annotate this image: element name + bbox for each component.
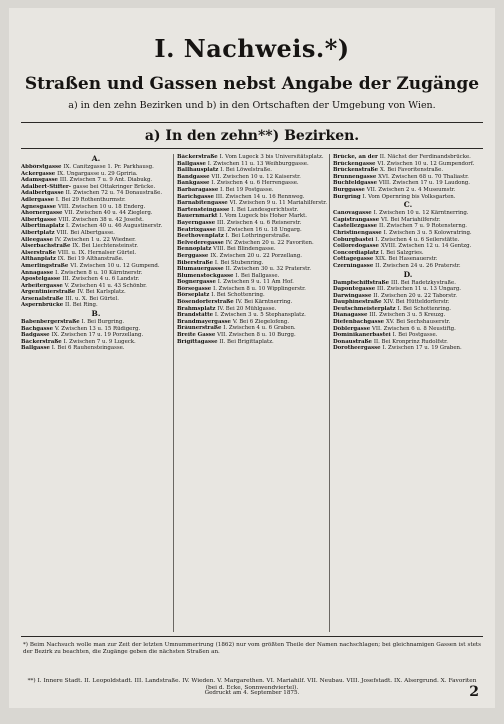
street-entry — [177, 200, 327, 207]
street-name: Adalbertgasse — [21, 190, 66, 197]
street-access: IX. Ungargasse u. 29 Gpriria. — [57, 170, 138, 177]
street-access: X. Bei Favoritenstraße. — [379, 167, 444, 174]
street-entry — [21, 256, 171, 263]
street-access: I. Vom Opernring bis Volksgarten. — [362, 193, 456, 200]
page-subtitle: Straßen und Gassen nebst Angabe der Zugänge — [24, 74, 480, 94]
street-name: Beethovenplatz — [177, 233, 226, 240]
street-access: gasse bei Ottakringer Brücke. — [72, 183, 156, 190]
street-name: Beatrixgasse — [177, 226, 218, 233]
street-entry — [333, 187, 483, 194]
street-name: Darwingasse — [333, 292, 374, 299]
street-access: I. Bei 19 Postgasse. — [220, 186, 274, 193]
street-name: Brückengasse — [333, 160, 378, 167]
street-entry — [21, 319, 171, 326]
street-access: VIII. Zwischen 10 u. 18 Enderg. — [57, 203, 146, 210]
street-access: VIII. Zwischen 17 u. 19 Laudong. — [378, 180, 470, 187]
street-name: Blumauergasse — [177, 266, 226, 273]
street-entry — [333, 210, 483, 217]
street-entry — [177, 260, 327, 267]
street-access: I. Vom Lugeck 3 bis Universitätsplatz. — [219, 154, 324, 160]
street-name: Brunnengasse — [333, 173, 379, 180]
street-entry — [177, 207, 327, 214]
letter-heading: B. — [91, 309, 101, 319]
section-heading: a) In den zehn**) Bezirken. — [144, 128, 360, 144]
street-entry — [177, 266, 327, 273]
street-name: Börsegasse — [177, 285, 214, 292]
street-name: Ballhausplatz — [177, 167, 221, 174]
street-access: II. Zwischen 72 u. 74 Donaustraße. — [65, 190, 163, 197]
street-name: Blumenstockgasse — [177, 272, 236, 279]
street-access: I. Vom Lugeck bis Hoher Markt. — [219, 213, 308, 220]
street-entry — [333, 319, 483, 326]
street-entry — [333, 312, 483, 319]
street-name: Brückenstraße — [333, 167, 380, 174]
street-access: II. Zwischen 7 u. 9 Rotensterng. — [378, 223, 468, 230]
street-entry — [177, 167, 327, 174]
street-entry — [333, 243, 483, 250]
street-entry — [333, 230, 483, 237]
street-entry — [177, 319, 327, 326]
street-name: Bösendorferstraße — [177, 299, 236, 306]
street-name: Alserbachstraße — [21, 243, 73, 250]
street-access: I. Zwischen 8 u. 10 Wipplingerstr. — [213, 285, 306, 292]
street-entry — [177, 174, 327, 181]
street-name: Brücke, an der — [333, 154, 380, 160]
street-name: Dorotheergasse — [333, 345, 383, 352]
street-access: I. Bei 29 Rothenthurmstr. — [55, 196, 126, 203]
street-access: VII. Zwischen 2 u. 4 Museumstr. — [366, 186, 456, 193]
street-access: VIII. Zwischen 38 u. 42 Josefst. — [58, 216, 144, 223]
street-entry — [333, 223, 483, 230]
street-access: I. Zwischen 40 u. 46 Augustinerstr. — [65, 223, 163, 230]
street-name: Bognergasse — [177, 279, 218, 286]
street-entry — [333, 339, 483, 346]
street-access: III. Zwischen 16 u. 18 Ungarg. — [217, 226, 302, 233]
street-access: VIII. Bei Blindengasse. — [213, 246, 276, 253]
street-access: V. Zwischen 41 u. 43 Schönbr. — [64, 282, 147, 289]
street-access: XIV. Bei Hütteldorferstr. — [383, 299, 450, 306]
street-access: I. Zwischen 4 u. 6 Herrengasse. — [211, 180, 299, 187]
street-name: Cottagegasse — [333, 256, 376, 263]
street-access: I. Bei Burgring. — [81, 319, 125, 326]
section-rule — [21, 148, 483, 149]
street-entry — [21, 345, 171, 352]
street-name: Berggasse — [177, 252, 211, 259]
street-access: II. Bei Brigittaplatz. — [219, 338, 274, 345]
street-name: Donaustraße — [333, 338, 374, 345]
street-entry — [21, 263, 171, 270]
street-entry — [177, 312, 327, 319]
street-entry — [177, 220, 327, 227]
footnote: *) Beim Nachsuch wolle man zur Zeit der letzten Umnummerirung (1862) nur vom größten Theile der Namen nachschlagen; bei gleichnamigen Gassen ist stets der Bezirk zu beachten, die Zugänge geben die nächsten Straßen an. — [23, 642, 481, 655]
street-access: II. Zwischen 30 u. 32 Praterstr. — [225, 266, 311, 273]
street-entry — [21, 243, 171, 250]
street-entry — [177, 213, 327, 220]
letter-heading: D. — [403, 269, 413, 279]
street-access: VII. Zwischen 8 u. 10 Burgg. — [217, 332, 296, 339]
street-entry — [333, 299, 483, 306]
street-access: II. Nächst der Ferdinandsbrücke. — [379, 154, 471, 160]
street-access: II. Bei Kronprinz Rudolfstr. — [373, 338, 448, 345]
street-access: II. Zwischen 24 u. 26 Praterstr. — [375, 262, 461, 269]
street-name: Amerlingstraße — [21, 262, 71, 269]
street-entry — [333, 286, 483, 293]
street-entry — [333, 326, 483, 333]
street-name: Alserstraße — [21, 249, 58, 256]
street-name: Castellezgasse — [333, 223, 379, 230]
street-entry — [21, 217, 171, 224]
street-entry — [21, 339, 171, 346]
street-name: Börseplatz — [177, 292, 212, 299]
street-access: VII. Zwischen 10 u. 12 Kaiserstr. — [211, 173, 301, 180]
street-access: I. Zwischen 10 u. 12 Kärntnerring. — [373, 210, 469, 217]
street-access: VI. Zwischen 10 u. 12 Gumpendorf. — [377, 160, 475, 167]
street-entry — [177, 161, 327, 168]
street-access: I. Zwischen 3 u. 5 Stephansplatz. — [214, 312, 306, 319]
street-entry — [177, 253, 327, 260]
watermark — [129, 14, 389, 28]
page-title: I. Nachweis.*) — [154, 34, 350, 63]
street-access: IV. Bei Kärntnerring. — [235, 299, 293, 306]
street-entry — [21, 332, 171, 339]
street-access: I. Zwischen 4 u. 6 Graben. — [223, 325, 296, 332]
street-name: Brandmayergasse — [177, 318, 233, 325]
street-name: Capistrangasse — [333, 216, 382, 223]
street-name: Czerningasse — [333, 262, 376, 269]
street-name: Bräunerstraße — [177, 325, 224, 332]
street-entry — [333, 180, 483, 187]
street-access: V. Bei 6 Ziegelofeng. — [232, 318, 290, 325]
street-name: Christinengasse — [333, 229, 384, 236]
street-entry — [177, 339, 327, 346]
street-name: Brahmsplatz — [177, 305, 218, 312]
street-access: I. Bei Landesgerichtsstr. — [231, 206, 299, 213]
street-name: Abbörstgasse — [21, 164, 64, 170]
street-entry — [21, 184, 171, 191]
street-name: Bäckerstraße — [177, 154, 220, 160]
street-access: I. Zwischen 7 u. 9 Lugeck. — [63, 338, 136, 345]
street-entry — [177, 227, 327, 234]
street-entry — [21, 296, 171, 303]
street-access: VI. Zwischen 9 u. 11 Mariahilferstr. — [229, 200, 327, 207]
street-entry — [333, 250, 483, 257]
street-name: Bauernmarkt — [177, 213, 220, 220]
street-access: III. Zwischen 14 u. 16 Rennweg. — [215, 193, 305, 200]
street-entry — [333, 293, 483, 300]
street-entry — [177, 279, 327, 286]
column-3 — [333, 154, 483, 632]
street-access: VII. Zwischen 40 u. 44 Zieglerg. — [64, 210, 153, 217]
street-entry — [333, 306, 483, 313]
street-access: IV. Zwischen 1 u. 22 Wiedner. — [54, 236, 136, 243]
street-access: I. Zwischen 11 u. 13 Weihburggasse. — [207, 160, 309, 167]
street-name: Agnesgasse — [21, 203, 58, 210]
street-access: IV. Bei 20 Mühlgasse. — [217, 305, 277, 312]
street-access: VII. Zwischen 6 u. 8 Neustiftg. — [372, 325, 456, 332]
street-name: Belvederegasse — [177, 239, 226, 246]
street-name: Bayerngasse — [177, 219, 218, 226]
street-access: IV. Zwischen 20 u. 22 Favoriten. — [225, 239, 314, 246]
street-name: Adamsgasse — [21, 177, 60, 184]
street-entry — [333, 167, 483, 174]
street-entry — [21, 250, 171, 257]
street-entry — [333, 217, 483, 224]
street-access: I. Bei Postgasse. — [392, 332, 438, 339]
street-access: I. Zwischen 3 u. 5 Kolowratring. — [383, 229, 472, 236]
column-2 — [177, 154, 327, 632]
street-name: Biberstraße — [177, 259, 215, 266]
street-entry — [21, 289, 171, 296]
street-name: Arbeitergasse — [21, 282, 65, 289]
street-entry — [333, 332, 483, 339]
street-entry — [177, 233, 327, 240]
street-access: I. Zwischen 8 u. 10 Kärntnerstr. — [55, 269, 143, 276]
street-name: Brigittagasse — [177, 338, 220, 345]
street-access: IX. Zwischen 17 u. 19 Porzellang. — [51, 332, 144, 339]
street-access: IX. Bei Liechtensteinstr. — [72, 243, 139, 250]
street-entry — [21, 190, 171, 197]
street-access: IX. Canitzgasse 1. Pr. Parkhausg. — [63, 164, 154, 170]
street-access: III. Zwischen 3 u. 5 Kreuzg. — [369, 312, 446, 319]
street-name: Dampfschiffstraße — [333, 279, 391, 286]
street-name: Argentinierstraße — [21, 289, 78, 296]
street-access: I. Bei Ballgasse. — [235, 272, 280, 279]
street-entry — [177, 194, 327, 201]
street-name: Breite Gasse — [177, 332, 218, 339]
street-access: I. Bei Lothringerstraße. — [225, 233, 291, 240]
street-name: Bandgasse — [177, 173, 212, 180]
street-entry — [21, 204, 171, 211]
street-entry — [21, 270, 171, 277]
street-name: Albertinaplatz — [21, 223, 66, 230]
street-name: Diefenbachgasse — [333, 319, 386, 326]
street-name: Ahornergasse — [21, 210, 65, 217]
street-entry — [177, 273, 327, 280]
street-entry — [333, 263, 483, 270]
street-entry — [177, 332, 327, 339]
street-access: VIII. Bei Albertgasse. — [56, 229, 115, 236]
letter-heading: A. — [91, 154, 101, 163]
street-access: III. Zwischen 7 u. 9 Ant. Diabukg. — [59, 177, 153, 184]
street-name: Annagasse — [21, 269, 56, 276]
street-access: II. Zwischen 20 u. 22 Taborstr. — [373, 292, 458, 299]
street-entry — [177, 306, 327, 313]
street-name: Deutschmeisterplatz — [333, 305, 398, 312]
street-name: Adlergasse — [21, 196, 56, 203]
street-access: I. Bei Schottenring. — [397, 305, 451, 312]
street-name: Bennoplatz — [177, 246, 214, 253]
street-name: Bachgasse — [21, 325, 55, 332]
street-name: Alleegasse — [21, 236, 55, 243]
column-divider — [173, 154, 174, 632]
street-access: VI. Bei Mariahilferstr. — [381, 216, 441, 223]
street-name: Burgring — [333, 193, 363, 200]
street-entry — [21, 237, 171, 244]
page-number: 2 — [469, 684, 479, 700]
street-access: III. Zwischen 4 u. 6 Reisnerstr. — [217, 219, 302, 226]
street-access: I. Bei Schottenring. — [211, 292, 265, 299]
street-name: Bartensteingasse — [177, 206, 232, 213]
street-access: VIII. u. IX. Hernalser Gürtel. — [57, 249, 137, 256]
street-access: XVI. Zwischen 68 u. 70 Thaliastr. — [378, 173, 469, 180]
street-entry — [21, 326, 171, 333]
street-name: Burggasse — [333, 186, 367, 193]
street-name: Adalbert-Stifter- — [21, 183, 73, 190]
footer-rule — [21, 636, 483, 637]
street-name: Barichgasse — [177, 193, 216, 200]
street-entry — [21, 283, 171, 290]
street-name: Bäckerstraße — [21, 338, 64, 345]
street-access: IX. Bei 19 Althanstraße. — [57, 256, 124, 263]
street-entry — [21, 210, 171, 217]
street-name: Coburgbastei — [333, 236, 376, 243]
street-name: Bankgasse — [177, 180, 212, 187]
street-name: Althanplatz — [21, 256, 58, 263]
street-name: Barnabitengasse — [177, 200, 230, 207]
street-name: Döblergasse — [333, 325, 372, 332]
street-entry — [177, 286, 327, 293]
street-access: I. Bei 6 Rauhensteingasse. — [51, 345, 125, 352]
page-subline: a) in den zehn Bezirken und b) in den Ortschaften der Umgebung von Wien. — [68, 100, 436, 111]
street-name: Dominikanerbastei — [333, 332, 393, 339]
street-name: Concordiaplatz — [333, 249, 381, 256]
street-entry — [333, 345, 483, 352]
column-1 — [21, 154, 171, 632]
street-access: I. Bei Stubenring. — [214, 259, 264, 266]
street-entry — [21, 230, 171, 237]
street-access: XVIII. Zwischen 12 u. 14 Gentzg. — [380, 243, 472, 250]
street-access: I. Zwischen 9 u. 11 Am Hof. — [217, 279, 294, 286]
street-entry — [21, 302, 171, 309]
street-entry — [21, 276, 171, 283]
street-name: Aspernbrücke — [21, 302, 66, 309]
street-entry — [177, 246, 327, 253]
street-entry — [21, 177, 171, 184]
street-entry — [333, 280, 483, 287]
street-access: IX. Zwischen 20 u. 22 Porzellang. — [210, 252, 302, 259]
street-name: Apostelgasse — [21, 276, 63, 283]
street-entry — [21, 197, 171, 204]
street-access: II. Bei Ring. — [65, 302, 98, 309]
street-entry — [177, 292, 327, 299]
street-name: Canovagasse — [333, 210, 374, 217]
street-entry — [333, 174, 483, 181]
street-entry — [333, 237, 483, 244]
street-access: I. Bei Löwelstraße. — [220, 167, 272, 174]
street-entry — [333, 161, 483, 168]
printed-date: Gedruckt am 4. September 1875. — [204, 690, 300, 696]
street-access: I. Zwischen 17 u. 19 Graben. — [382, 345, 462, 352]
street-name: Albertgasse — [21, 216, 59, 223]
street-entry — [333, 194, 483, 201]
street-name: Ackergasse — [21, 170, 58, 177]
street-name: Badgasse — [21, 332, 52, 339]
district-list: **) I. Innere Stadt. II. Leopoldstadt. III. Landstraße. IV. Wieden. V. Margarethen. VI. Mariahilf. VII. Neubau. VIII. Josefstadt. IX. Alsergrund. X. Favoriten (bei d. Ecke, Sonnwendviertel). — [27, 678, 477, 691]
directory-page — [9, 8, 495, 708]
street-access: III. Zwischen 11 u. 13 Ungarg. — [377, 286, 462, 293]
street-access: XV. Bei Sechshauserstr. — [385, 319, 451, 326]
street-name: Buchfeldgasse — [333, 180, 379, 187]
street-access: III. u. X. Bei Gürtel. — [65, 295, 119, 302]
letter-heading: C. — [403, 200, 413, 210]
street-name: Barbaragasse — [177, 186, 221, 193]
street-name: Babenbergerstraße — [21, 319, 82, 326]
street-entry — [177, 325, 327, 332]
street-entry — [21, 223, 171, 230]
street-access: III. Zwischen 4 u. 6 Landstr. — [62, 276, 140, 283]
street-access: III. Bei Radetzkystraße. — [390, 279, 456, 286]
street-entry — [333, 154, 483, 161]
street-name: Dauphinestraße — [333, 299, 384, 306]
street-entry — [21, 164, 171, 171]
street-entry — [333, 256, 483, 263]
street-entry — [21, 171, 171, 178]
street-name: Ballgasse — [177, 160, 208, 167]
street-entry — [177, 187, 327, 194]
street-access: I. Bei Salzgries. — [380, 249, 424, 256]
street-access: I. Zwischen 4 u. 6 Seilerstätte. — [375, 236, 460, 243]
street-entry — [177, 154, 327, 161]
header-rule — [21, 122, 483, 123]
street-name: Colloredogasse — [333, 243, 381, 250]
street-name: Arsenalstraße — [21, 295, 66, 302]
street-name: Dianagasse — [333, 312, 370, 319]
street-entry — [177, 299, 327, 306]
street-access: IV. Bei Karlsplatz. — [77, 289, 126, 296]
column-divider — [329, 154, 330, 632]
street-name: Brandstätte — [177, 312, 215, 319]
street-access: V. Zwischen 13 u. 15 Rüdigerg. — [54, 325, 141, 332]
street-name: Albertplatz — [21, 229, 57, 236]
street-entry — [177, 180, 327, 187]
street-name: Dapontegasse — [333, 286, 378, 293]
street-access: XIX. Bei Hasenauerstr. — [375, 256, 438, 263]
street-entry — [177, 240, 327, 247]
street-name: Ballgasse — [21, 345, 52, 352]
street-access: VI. Zwischen 10 u. 12 Gumpend. — [70, 262, 160, 269]
